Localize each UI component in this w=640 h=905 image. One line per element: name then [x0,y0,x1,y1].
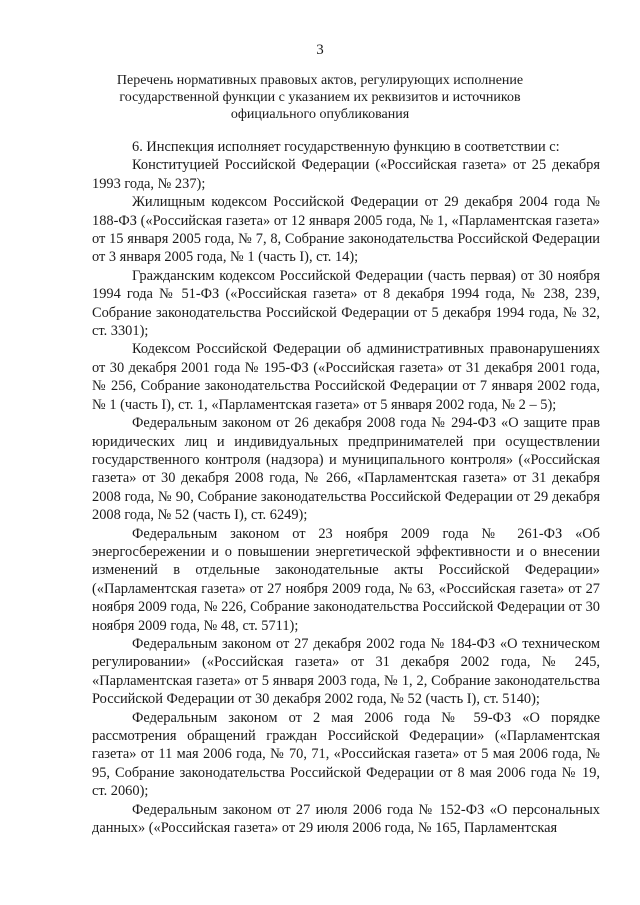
paragraph-housing-code: Жилищным кодексом Российской Федерации от 29 декабря 2004 года № 188-ФЗ («Российская газета» от 12 января 2005 года, № 1, «Парламентская газета» от 15 января 2005 года, № 7, 8, Собрание законодательства Российской Федерации от 3 января 2005 года, № 1 (часть I), ст. 14); [92,194,600,266]
paragraph-law-294: Федеральным законом от 26 декабря 2008 года № 294-ФЗ «О защите прав юридических лиц и индивидуальных предпринимателей при осуществлении государственного контроля (надзора) и муниципального контроля» («Российская газета» от 30 декабря 2008 года, № 266, «Парламентская газета» от 31 декабря 2008 года, № 90, Собрание законодательства Российской Федерации от 29 декабря 2008 года, № 52 (часть I), ст. 6249); [92,415,600,524]
paragraph-law-184: Федеральным законом от 27 декабря 2002 года № 184-ФЗ «О техническом регулировании» («Российская газета» от 31 декабря 2002 года, № 245, «Парламентская газета» от 5 января 2003 года, № 1, 2, Собрание законодательства Российской Федерации от 30 декабря 2002 года, № 52 (часть I), ст. 5140); [92,635,600,708]
paragraph-law-152: Федеральным законом от 27 июля 2006 года № 152-ФЗ «О персональных данных» («Российская газета» от 29 июля 2006 года, № 165, Парламентская [92,801,600,837]
document-body [92,138,600,837]
page-number: 3 [316,42,324,58]
paragraph-law-261: Федеральным законом от 23 ноября 2009 года № 261-ФЗ «Об энергосбережении и о повышении энергетической эффективности и о внесении изменений в отдельные законодательные акты Российской Федерации» («Парламентская газета» от 27 ноября 2009 года, № 63, «Российская газета» от 27 ноября 2009 года, № 226, Собрание законодательства Российской Федерации от 30 ноября 2009 года, № 48, ст. 5711); [92,525,600,634]
paragraph-constitution: Конституцией Российской Федерации («Российская газета» от 25 декабря 1993 года, № 237); [92,157,600,192]
paragraph-law-59: Федеральным законом от 2 мая 2006 года № 59-ФЗ «О порядке рассмотрения обращений граждан Российской Федерации» («Парламентская газета» от 11 мая 2006 года, № 70, 71, «Российская газета» от 5 мая 2006 года, № 95, Собрание законодательства Российской Федерации от 8 мая 2006 года № 19, ст. 2060); [92,709,600,800]
paragraph-intro: 6. Инспекция исполняет государственную функцию в соответствии с: [132,139,560,155]
paragraph-administrative-code: Кодексом Российской Федерации об административных правонарушениях от 30 декабря 2001 года № 195-ФЗ («Российская газета» от 31 декабря 2001 года, № 256, Собрание законодательства Российской Федерации от 7 января 2002 года, № 1 (часть I), ст. 1, «Парламентская газета» от 5 января 2002 года, № 2 – 5); [92,341,600,413]
section-title: Перечень нормативных правовых актов, регулирующих исполнение государственной функции с указанием их реквизитов и источников официального опубликования [116,73,524,122]
paragraph-civil-code: Гражданским кодексом Российской Федерации (часть первая) от 30 ноября 1994 года № 51-ФЗ («Российская газета» от 8 декабря 1994 года, № 238, 239, Собрание законодательства Российской Федерации от 5 декабря 1994 года, № 32, ст. 3301); [92,267,600,340]
